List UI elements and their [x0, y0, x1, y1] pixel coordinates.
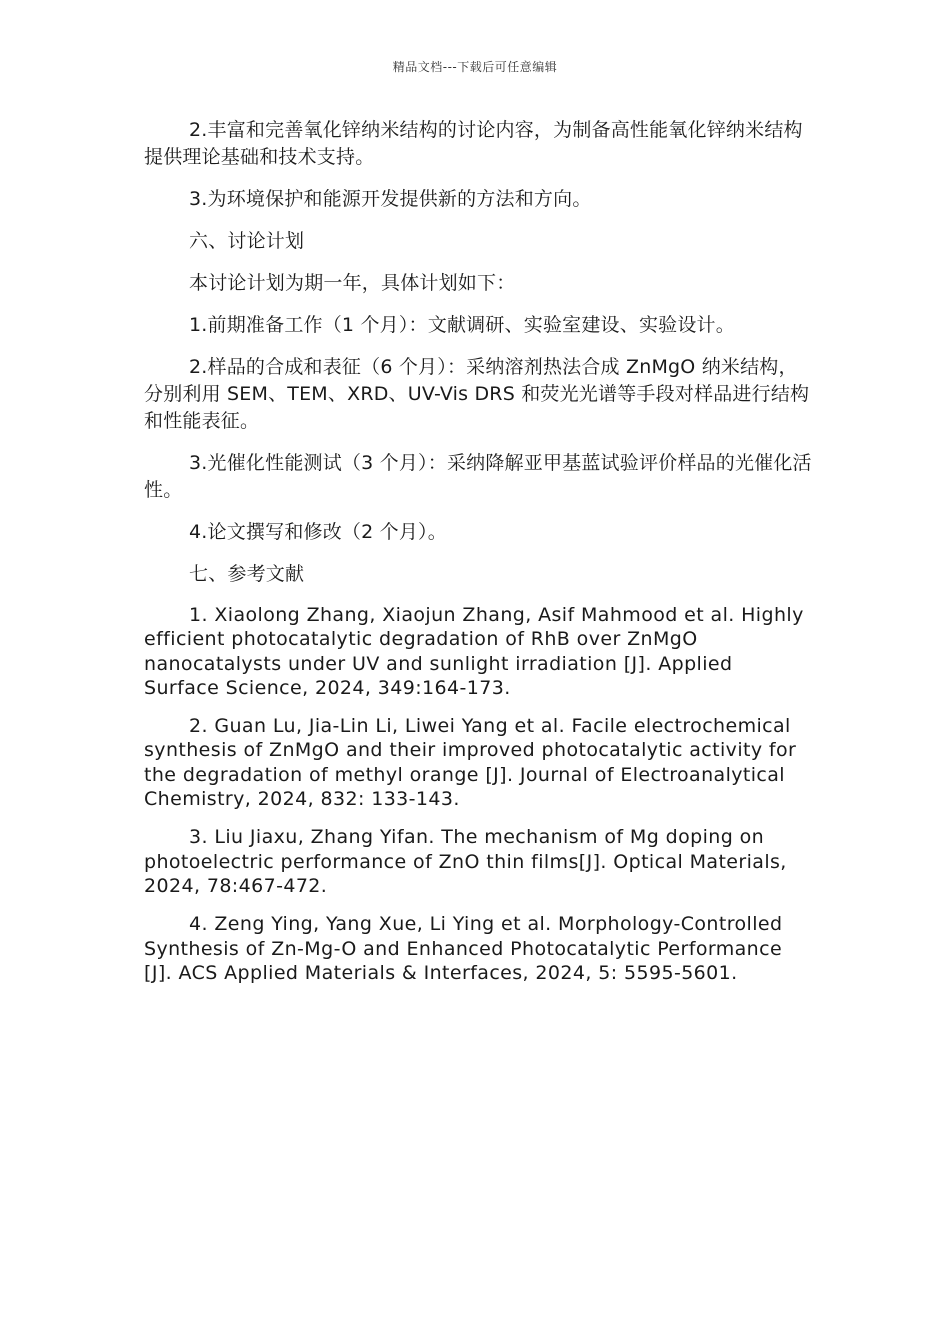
paragraph-plan-step-2: 2.样品的合成和表征（6 个月）：采纳溶剂热法合成 ZnMgO 纳米结构，分别利用 SEM、TEM、XRD、UV-Vis DRS 和荧光光谱等手段对样品进行结构和性能表征。 [144, 356, 810, 432]
reference-item-3: 3. Liu Jiaxu, Zhang Yifan. The mechanism of Mg doping on photoelectric performance of ZnO thin films[J]. Optical Materials, 2024, 78:467-472. [144, 826, 787, 897]
paragraph-plan-step-4: 4.论文撰写和修改（2 个月）。 [189, 521, 447, 543]
reference-item-1: 1. Xiaolong Zhang, Xiaojun Zhang, Asif Mahmood et al. Highly efficient photocatalytic degradation of RhB over ZnMgO nanocatalysts under UV and sunlight irradiation [J]. Applied Surface Science, 2024, 349:164-173. [144, 604, 804, 699]
paragraph-goal-2: 2.丰富和完善氧化锌纳米结构的讨论内容，为制备高性能氧化锌纳米结构提供理论基础和技术支持。 [144, 119, 803, 168]
paragraph-plan-step-1: 1.前期准备工作（1 个月）：文献调研、实验室建设、实验设计。 [189, 314, 735, 336]
paragraph-plan-step-3: 3.光催化性能测试（3 个月）：采纳降解亚甲基蓝试验评价样品的光催化活性。 [144, 452, 812, 501]
reference-item-4: 4. Zeng Ying, Yang Xue, Li Ying et al. Morphology-Controlled Synthesis of Zn-Mg-O and Enhanced Photocatalytic Performance [J]. ACS Applied Materials & Interfaces, 2024, 5: 5595-5601. [144, 913, 783, 984]
reference-item-2: 2. Guan Lu, Jia-Lin Li, Liwei Yang et al. Facile electrochemical synthesis of ZnMgO and their improved photocatalytic activity for the degradation of methyl orange [J]. Journal of Electroanalytical Chemistry, 2024, 832: 133-143. [144, 715, 797, 811]
page-header: 精品文档---下载后可任意编辑 [392, 60, 558, 74]
paragraph-goal-3: 3.为环境保护和能源开发提供新的方法和方向。 [189, 188, 592, 210]
paragraph-plan-intro: 本讨论计划为期一年，具体计划如下： [189, 272, 516, 294]
document-body [144, 117, 814, 999]
section-heading-references: 七、参考文献 [189, 563, 305, 585]
section-heading-plan: 六、讨论计划 [189, 230, 305, 252]
